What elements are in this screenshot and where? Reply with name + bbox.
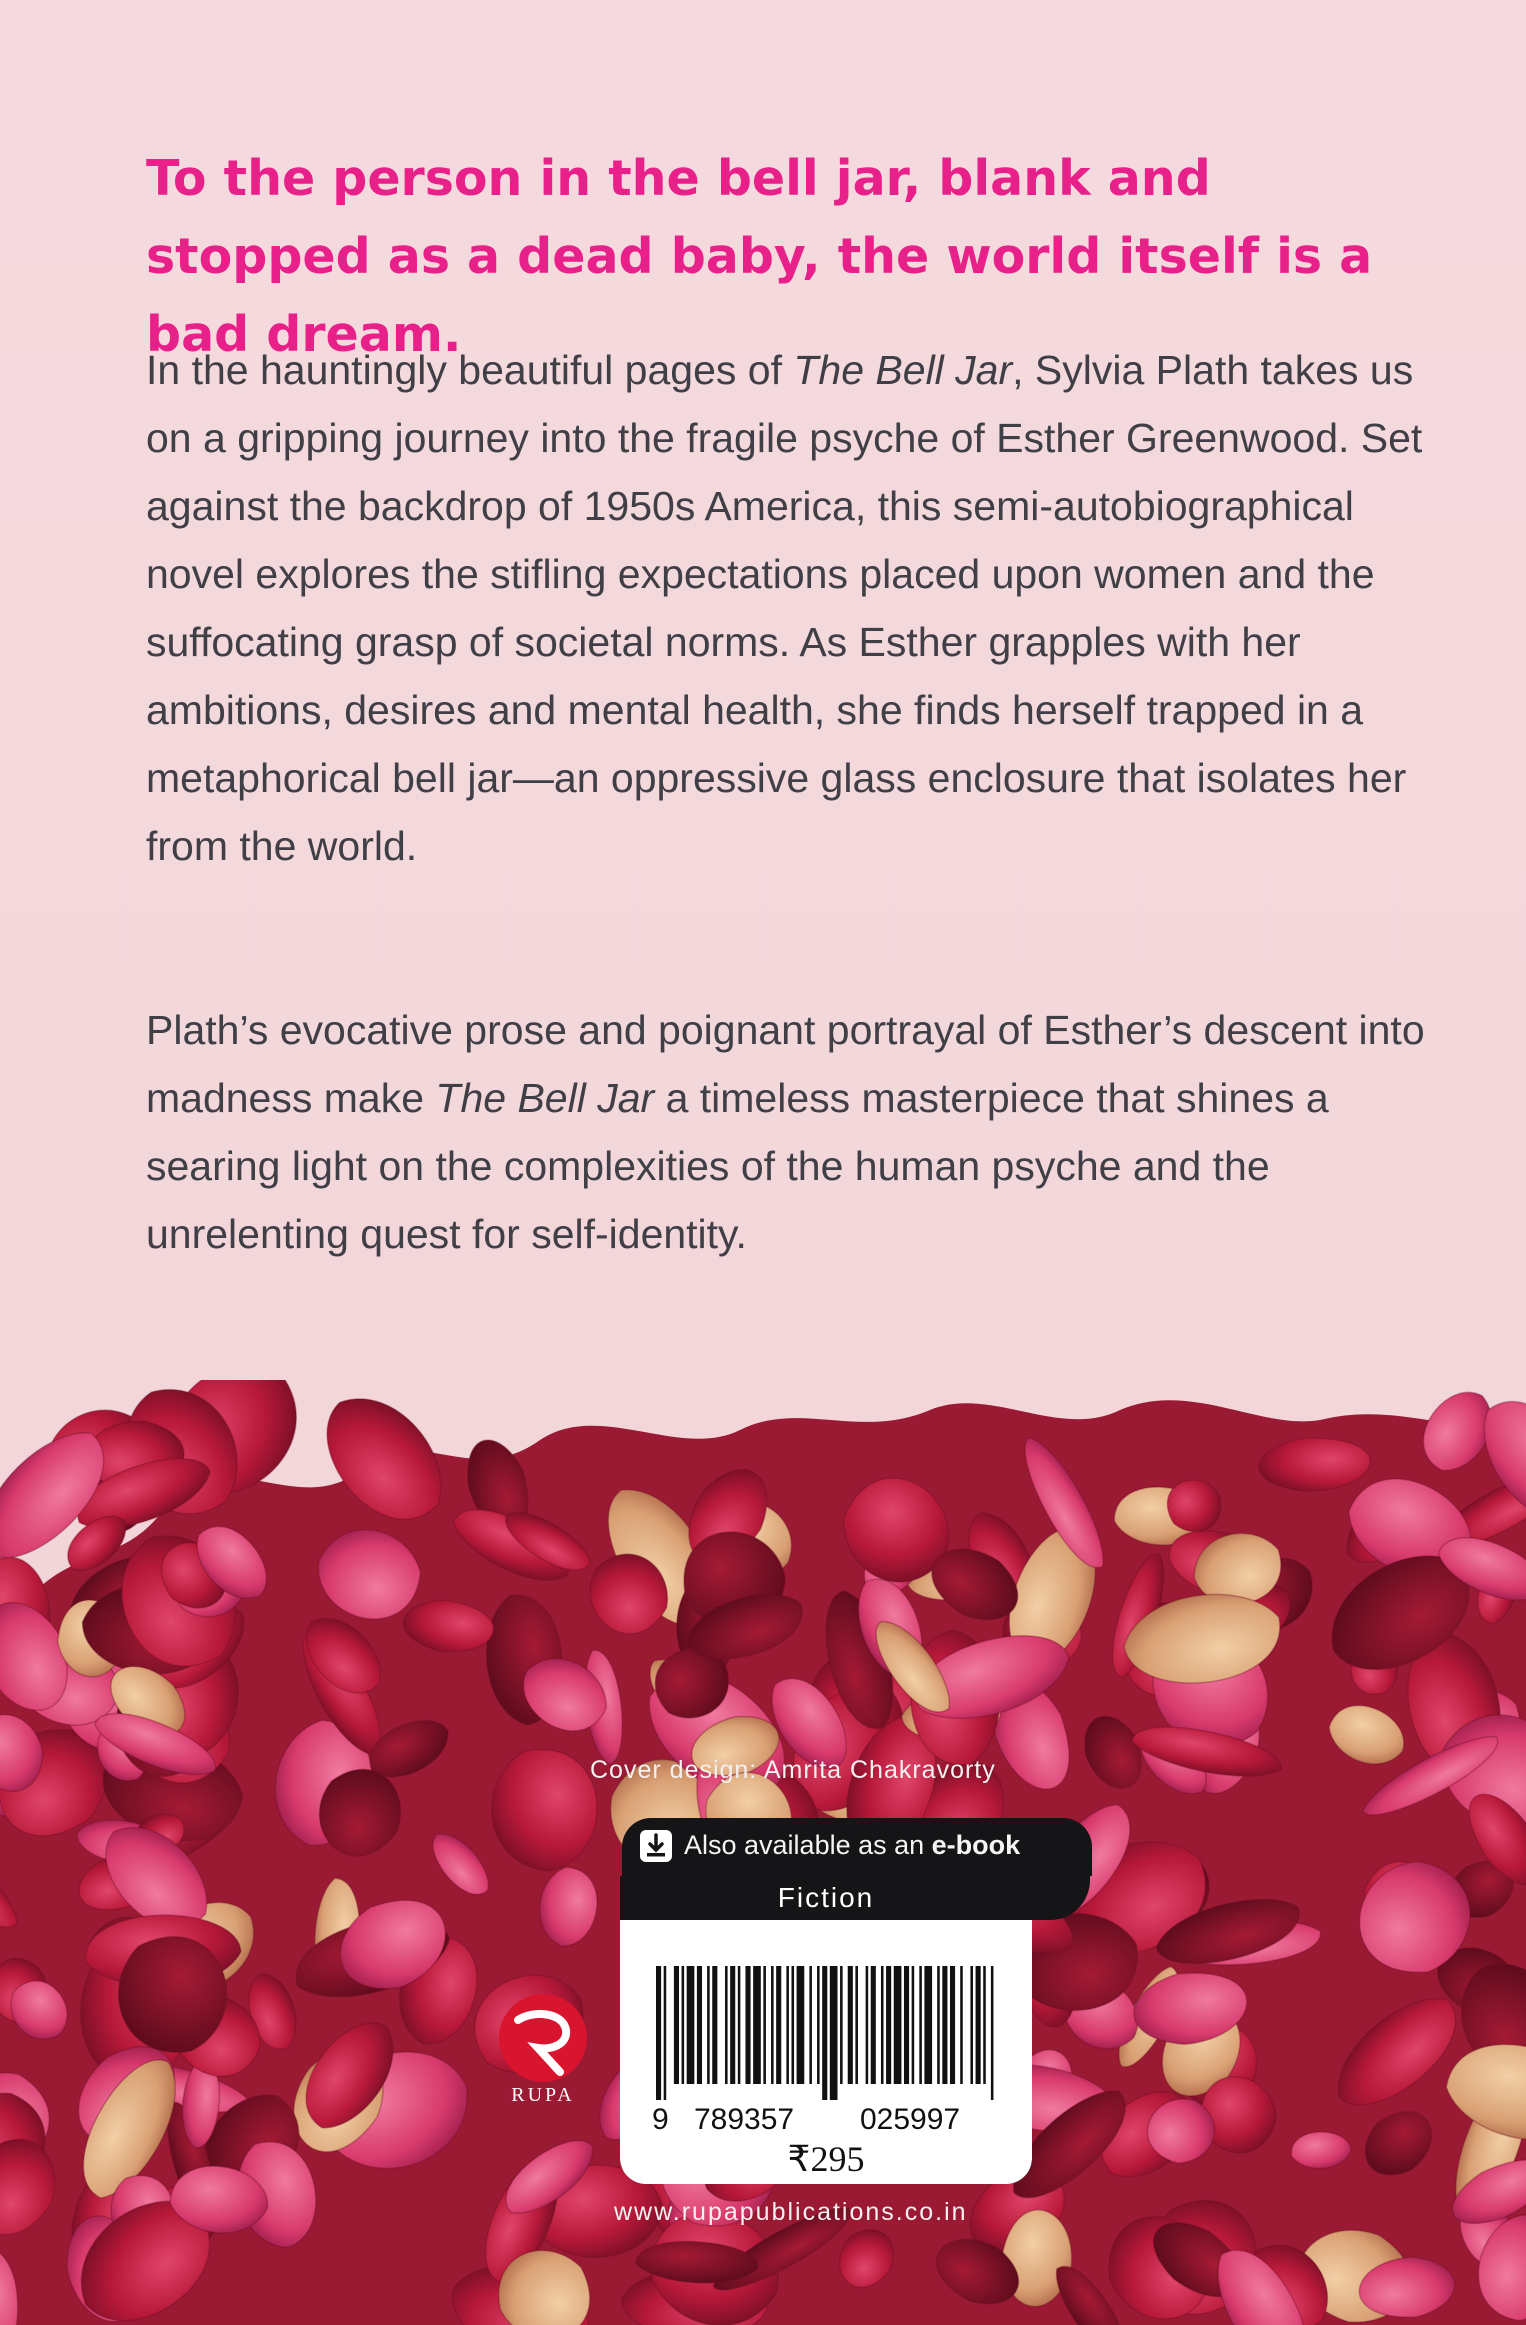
barcode-bar: [753, 1966, 761, 2084]
ebook-availability-text: [684, 1830, 1020, 1861]
barcode-bar: [855, 1966, 858, 2084]
isbn-group-2: 025997: [860, 2103, 961, 2136]
barcode-bar: [866, 1966, 869, 2084]
barcode-bar: [776, 1966, 781, 2084]
publisher-website: www.rupapublications.co.in: [614, 2198, 968, 2226]
cover-design-credit: Cover design: Amrita Chakravorty: [590, 1756, 996, 1784]
rupa-logo-icon: [488, 1990, 598, 2120]
barcode-bar: [830, 1966, 838, 2100]
barcode-bar: [745, 1966, 750, 2084]
barcode-bar: [730, 1966, 735, 2084]
price: ₹295: [787, 2139, 865, 2179]
blurb-paragraph-2: [146, 996, 1426, 1268]
book-title-italic: The Bell Jar: [793, 347, 1013, 393]
barcode-bar: [937, 1966, 940, 2084]
barcode-bar: [682, 1966, 685, 2084]
barcode-bar: [791, 1966, 794, 2084]
barcode-bar: [771, 1966, 774, 2084]
blurb-text: a timeless masterpiece that shines a searing light on the complexities of the human psyche and the unrelenting quest for self-identity.: [146, 1075, 1329, 1257]
barcode-bar: [664, 1966, 667, 2100]
ebook-badge: [622, 1818, 1092, 1876]
barcode-bar: [970, 1966, 973, 2084]
genre-label: Fiction: [620, 1876, 1032, 1920]
barcode-bar: [871, 1966, 876, 2084]
barcode-bar: [950, 1966, 955, 2084]
blurb-paragraph-1: [146, 336, 1426, 880]
barcode-bar: [848, 1966, 853, 2084]
barcode-bar: [840, 1966, 843, 2084]
barcode-bar: [822, 1966, 827, 2100]
barcode-bar: [809, 1966, 812, 2084]
book-title-italic: The Bell Jar: [435, 1075, 655, 1121]
barcode-bar: [912, 1966, 915, 2084]
barcode-bar: [983, 1966, 986, 2084]
barcode-bar: [797, 1966, 805, 2084]
barcode-bar: [924, 1966, 932, 2084]
barcode-bar: [904, 1966, 909, 2084]
barcode-bar: [687, 1966, 695, 2084]
barcode-bar: [976, 1966, 981, 2084]
barcode-bar: [656, 1966, 661, 2100]
tagline-quote: To the person in the bell jar, blank and stopped as a dead baby, the world itself is a bad dream.: [146, 150, 1373, 363]
download-icon: [640, 1830, 672, 1862]
barcode-bar: [786, 1966, 789, 2084]
barcode-bar: [725, 1966, 728, 2084]
blurb-text: In the hauntingly beautiful pages of: [146, 347, 794, 393]
barcode-bar: [712, 1966, 717, 2084]
publisher-name: RUPA: [511, 2084, 575, 2106]
barcode-bar: [881, 1966, 884, 2084]
barcode-bar: [697, 1966, 702, 2084]
barcode-bar: [942, 1966, 947, 2084]
isbn-barcode: [656, 1966, 996, 2100]
barcode-bar: [738, 1966, 741, 2084]
barcode-bar: [919, 1966, 922, 2084]
barcode-bar: [817, 1966, 820, 2084]
barcode-bar: [674, 1966, 679, 2084]
barcode-bar: [886, 1966, 891, 2084]
blurb-text: , Sylvia Plath takes us on a gripping journey into the fragile psyche of Esther Greenwood. Set against the backdrop of 1950s America, this semi-autobiographical novel explores the stifling expectations placed upon women and the suffocating grasp of societal norms. As Esther grapples with her ambitions, desires and mental health, she finds herself trapped in a metaphorical bell jar—an oppressive glass enclosure that isolates her from the world.: [146, 347, 1423, 869]
barcode-bar: [707, 1966, 710, 2084]
barcode-panel: [620, 1876, 1032, 2184]
isbn-group-1: 789357: [694, 2103, 795, 2136]
blurb-text: Plath’s evocative prose and poignant portrayal of Esther’s descent into madness make: [146, 1007, 1425, 1121]
barcode-bar: [991, 1966, 994, 2100]
isbn-first-digit: 9: [652, 2103, 669, 2136]
ebook-prefix: Also available as an: [684, 1830, 932, 1860]
barcode-bar: [763, 1966, 766, 2084]
barcode-bar: [960, 1966, 963, 2084]
ebook-bold: e-book: [931, 1830, 1021, 1860]
barcode-bar: [894, 1966, 902, 2084]
